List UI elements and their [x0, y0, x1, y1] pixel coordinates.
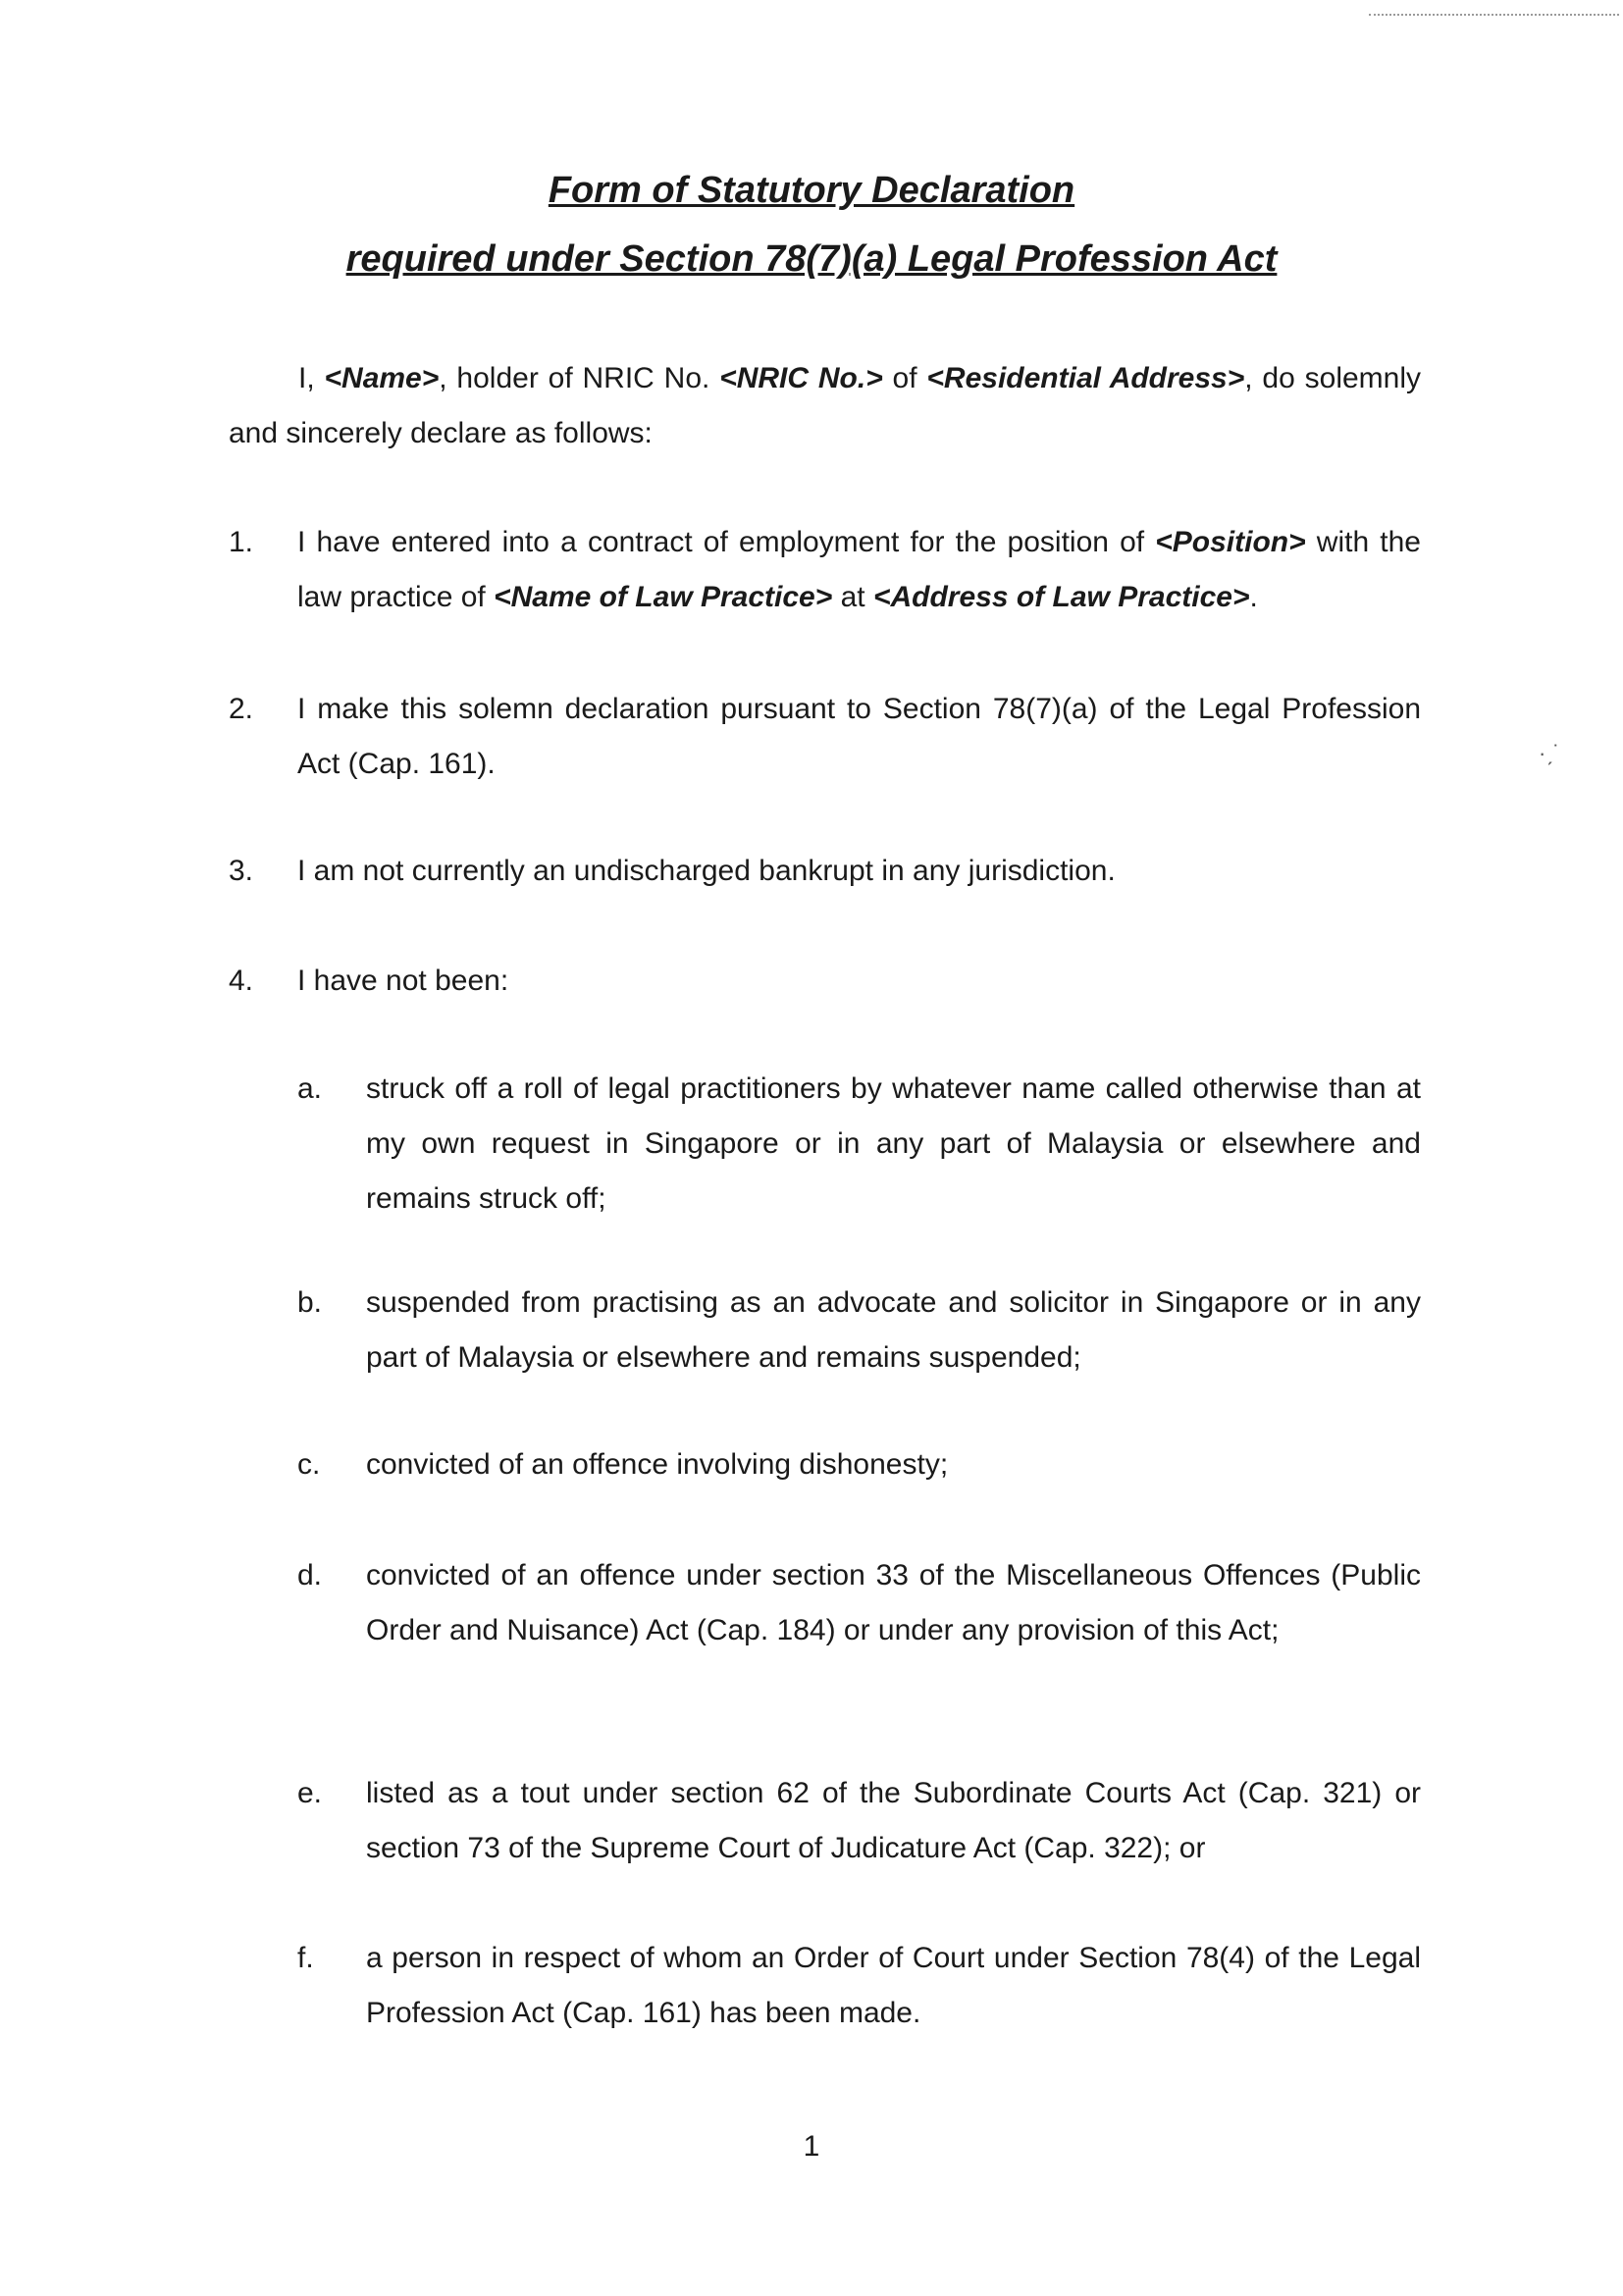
nric-placeholder: <NRIC No.> [719, 362, 883, 394]
position-placeholder: <Position> [1155, 526, 1306, 558]
subitem-letter: c. [297, 1448, 321, 1481]
subitem-letter: f. [297, 1942, 314, 1974]
subitem-c-text: convicted of an offence involving dishonesty; [366, 1448, 949, 1481]
item-number: 1. [229, 526, 254, 558]
item-1-text: I have entered into a contract of employment for the position of <Position> with the law practice of <Name of Law Practice> at <Address of Law Practice>. [297, 526, 1421, 613]
scan-corner-rule [1369, 14, 1619, 16]
item-number: 2. [229, 693, 254, 725]
subitem-d-text: convicted of an offence under section 33 of the Miscellaneous Offences (Public Order and Nuisance) Act (Cap. 184) or under any provision of this Act; [366, 1559, 1421, 1646]
law-practice-name-placeholder: <Name of Law Practice> [494, 581, 833, 613]
subitem-f-text: a person in respect of whom an Order of Court under Section 78(4) of the Legal Profession Act (Cap. 161) has been made. [366, 1942, 1421, 2029]
document-subtitle: required under Section 78(7)(a) Legal Profession Act [345, 238, 1278, 280]
subitem-letter: e. [297, 1777, 323, 1809]
subitem-letter: d. [297, 1559, 323, 1592]
scan-speck-mark: ·ˏ˙ [1539, 741, 1560, 765]
page-number: 1 [803, 2130, 820, 2163]
item-number: 4. [229, 965, 254, 997]
subitem-b-text: suspended from practising as an advocate and solicitor in Singapore or in any part of Malaysia or elsewhere and remains suspended; [366, 1286, 1421, 1374]
subitem-e-text: listed as a tout under section 62 of the Subordinate Courts Act (Cap. 321) or section 73 of the Supreme Court of Judicature Act (Cap. 322); or [366, 1777, 1421, 1864]
item-4-text: I have not been: [297, 965, 509, 997]
item-3-text: I am not currently an undischarged bankrupt in any jurisdiction. [297, 855, 1116, 887]
subitem-a-text: struck off a roll of legal practitioners by whatever name called otherwise than at my own request in Singapore or in any part of Malaysia or elsewhere and remains struck off; [366, 1072, 1421, 1215]
document-title: Form of Statutory Declaration [548, 170, 1075, 211]
residential-address-placeholder: <Residential Address> [926, 362, 1245, 394]
item-2-text: I make this solemn declaration pursuant to Section 78(7)(a) of the Legal Profession Act (Cap. 161). [297, 693, 1421, 780]
subitem-letter: b. [297, 1286, 323, 1319]
name-placeholder: <Name> [324, 362, 440, 394]
subitem-letter: a. [297, 1072, 323, 1105]
item-number: 3. [229, 855, 254, 887]
law-practice-address-placeholder: <Address of Law Practice> [872, 581, 1250, 613]
intro-paragraph: I, <Name>, holder of NRIC No. <NRIC No.> of <Residential Address>, do solemnly and sincerely declare as follows: [229, 362, 1422, 449]
